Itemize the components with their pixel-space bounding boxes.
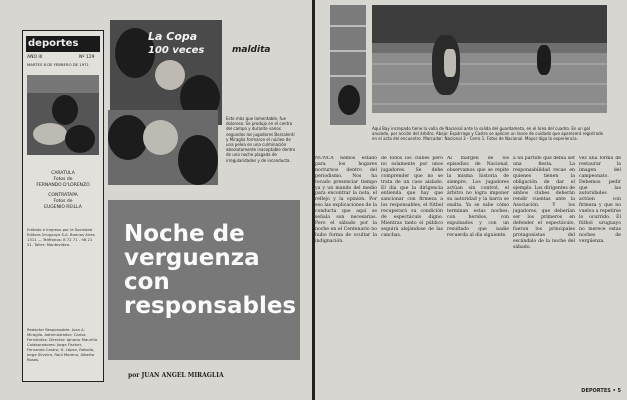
page-footer: DEPORTES • 5 — [581, 388, 621, 394]
photo-goal-net — [330, 5, 366, 125]
article-column-1: NUNCA hemos estado para los hogares nocturnos dentro del periodismo. Nos ha tocado presenciar tiempo ya y un mundo del medio para encontrar la nota, el reflejo y la opinión. Por eso las explicaciones de la conducta que aquí se señala son necesarias. Pero el sábado por la noche en el Centenario no hubo forma de ocultar la indignación. — [315, 156, 377, 244]
main-headline: Noche de verguenza con responsables — [124, 221, 297, 319]
caratula-credit: Fotos de — [53, 177, 73, 182]
issue-year: AÑO III — [27, 55, 43, 60]
headline-maldita: maldita — [232, 45, 271, 55]
caratula-label: CARATULA — [51, 171, 75, 176]
contratapa-credit: Fotos de — [53, 199, 73, 204]
caratula-name: FERNANDO D'LORENZO — [36, 183, 90, 188]
article-column-2: de todos los clubes pero no solamente por unos jugadores. Se debe comprender que no se trata de un caso aislado. El día que la dirigencia entienda que hay que sancionar con firmeza a los responsables, el fútbol recuperará su condición de espectáculo digno. Mientras tanto el público seguirá alejándose de las canchas. — [381, 156, 443, 238]
photo-match-action — [372, 5, 607, 113]
photo-caption: Aquí Bay increpado tiene la valla de Nacional ante la salida del guardameta, en el área del cuadro. En un gol anulado, por acción del árbitro. Abajo: Espárrago y Castro se aplican un lance de cuidado que aparecerá registrado en el acta del encuentro. Marcador: Nacional 3 - Cerro 1. Fotos de Nacional. Mayor diga la experiencia. — [372, 126, 604, 141]
issue-number: Nº 129 — [79, 55, 95, 60]
intro-paragraph: Esto más que lamentable, fue doloroso. Se produjo en el centro del campo y durante varios segundos los jugadores Borsalenti y Miraglia formaron el núcleo de una pelea en una culminación absolutamente inaceptable dentro de una noche plagada de irregularidades y de inconducta. — [226, 116, 296, 163]
headline-la-copa: La Copa 100 veces — [148, 30, 205, 56]
article-column-5: vez una forma de restaurar la imagen del campeonato. Debemos pedir que las autoridades actúen con firmeza y que no vuelva a repetirse lo ocurrido. El fútbol uruguayo no merece estas noches de vergüenza. — [579, 156, 621, 244]
contratapa-name: EUGENIO REILLA — [44, 205, 82, 210]
masthead-box — [22, 30, 104, 382]
imprint-text: Editado e impreso por la Sociedad Editora Uruguaya S.A. Buenos Aires 1311 — Teléfonos: 8 72 71 - 98 21 21. Taller: Montevideo. — [27, 227, 95, 247]
cover-thumbnail — [27, 75, 99, 155]
contratapa-label: CONTRATAPA — [48, 193, 78, 198]
article-column-3: Al margen de los episodios de Nacional, observamos que se repite la misma historia de siempre. Los jugadores actúan sin control, el árbitro no logra imponer su autoridad y la barra se exalta. Ya se sabe cómo terminan estas noches: con heridos, con expulsados y con un resultado que nadie recuerda al día siguiente. — [447, 156, 509, 238]
staff-text: Redactor Responsable: Juan A. Miraglia. Administrador: Carlos Fernández. Director: Ignacio Mauriño. Colaboradores: Jorge Fischer, Fernando Castro, H. López, Rebollo, Jorge Silveira, Raúl Moreno, Alberto Rosas. — [27, 327, 99, 362]
masthead-title: deportes — [26, 36, 100, 52]
left-page — [0, 0, 312, 400]
right-page — [315, 0, 627, 400]
photo-fight-scene — [108, 110, 218, 185]
issue-date: MARTES 8 DE FEBRERO DE 1971 — [27, 62, 89, 67]
article-column-4: a un partido que debía ser una fiesta. La responsabilidad recae en quienes tienen la obligación de dar el ejemplo. Los dirigentes de ambos clubes deberán rendir cuentas ante la Asociación. Y los jugadores, que deberían ser los primeros en defender el espectáculo, fueron los principales protagonistas del escándalo de la noche del sábado. — [513, 156, 575, 250]
byline: por JUAN ANGEL MIRAGLIA — [128, 372, 224, 379]
